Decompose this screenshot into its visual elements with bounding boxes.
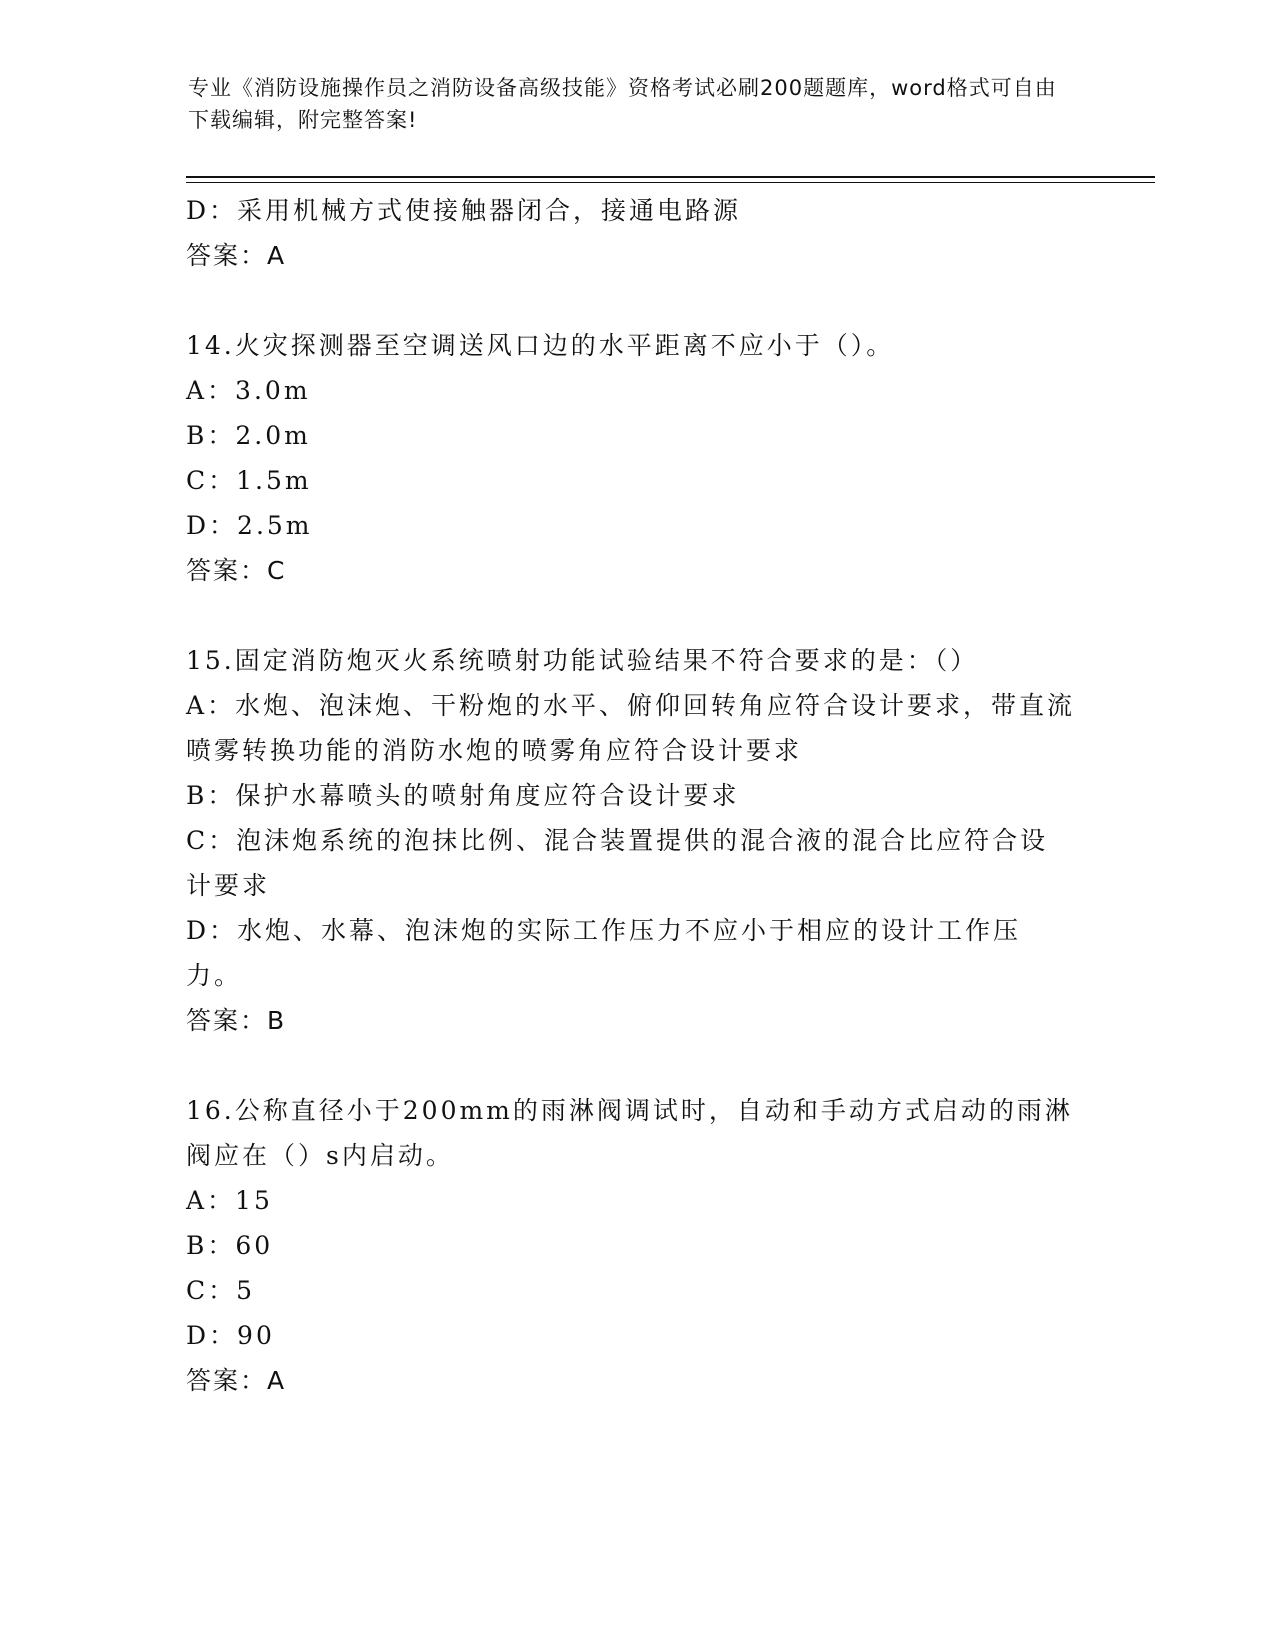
question-text: 15.固定消防炮灭火系统喷射功能试验结果不符合要求的是：（） bbox=[186, 646, 979, 675]
option-a: A：3.0m bbox=[186, 376, 311, 405]
question-14 bbox=[186, 323, 1076, 593]
option-d: D：90 bbox=[186, 1321, 275, 1350]
option-d: D：2.5m bbox=[186, 511, 313, 540]
option-c: C：1.5m bbox=[186, 466, 312, 495]
option-b: B：保护水幕喷头的喷射角度应符合设计要求 bbox=[186, 781, 740, 810]
answer-line: 答案：A bbox=[186, 241, 287, 270]
header-title: 专业《消防设施操作员之消防设备高级技能》资格考试必刷200题题库，word格式可自由下载编辑，附完整答案! bbox=[188, 76, 1057, 132]
question-16 bbox=[186, 1088, 1076, 1403]
option-a: A：水炮、泡沫炮、干粉炮的水平、俯仰回转角应符合设计要求，带直流喷雾转换功能的消防水炮的喷雾角应符合设计要求 bbox=[186, 691, 1076, 765]
question-text: 16.公称直径小于200mm的雨淋阀调试时，自动和手动方式启动的雨淋阀应在（）s内启动。 bbox=[186, 1096, 1073, 1170]
question-text: 14.火灾探测器至空调送风口边的水平距离不应小于（）。 bbox=[186, 331, 895, 360]
answer-line: 答案：C bbox=[186, 556, 287, 585]
question-list bbox=[186, 188, 1076, 1403]
previous-question-fragment bbox=[186, 188, 1076, 278]
option-d: D：采用机械方式使接触器闭合，接通电路源 bbox=[186, 196, 742, 225]
option-c: C：5 bbox=[186, 1276, 256, 1305]
option-d: D：水炮、水幕、泡沫炮的实际工作压力不应小于相应的设计工作压力。 bbox=[186, 916, 1022, 990]
header-divider-thick bbox=[186, 176, 1155, 178]
header-divider-thin bbox=[186, 182, 1155, 183]
answer-line: 答案：B bbox=[186, 1006, 287, 1035]
answer-line: 答案：A bbox=[186, 1366, 287, 1395]
option-c: C：泡沫炮系统的泡抹比例、混合装置提供的混合液的混合比应符合设计要求 bbox=[186, 826, 1049, 900]
option-b: B：2.0m bbox=[186, 421, 311, 450]
question-15 bbox=[186, 638, 1076, 1043]
option-a: A：15 bbox=[186, 1186, 273, 1215]
document-header bbox=[188, 72, 1068, 136]
option-b: B：60 bbox=[186, 1231, 274, 1260]
